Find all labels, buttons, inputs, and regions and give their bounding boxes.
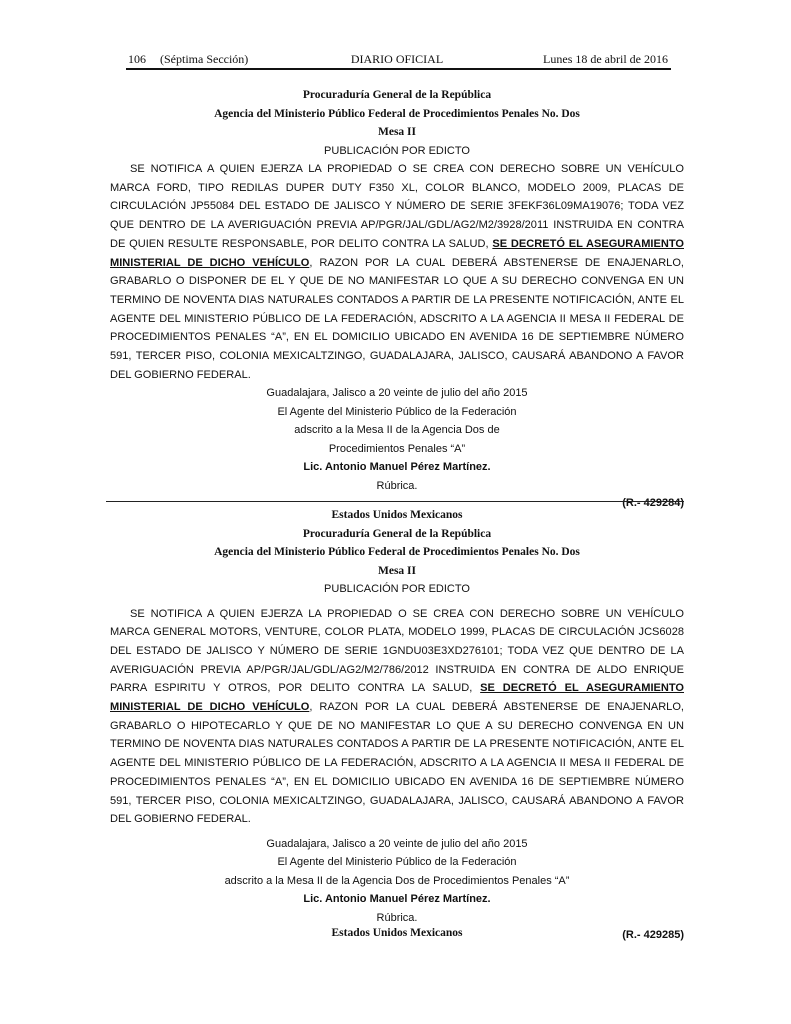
- notice-agency: Agencia del Ministerio Público Federal de Procedimientos Penales No. Dos: [214, 546, 580, 558]
- body-text-end: , RAZON POR LA CUAL DEBERÁ ABSTENERSE DE ENAJENARLO, GRABARLO O HIPOTECARLO Y QUE DE NO MANIFESTAR LO QUE A SU DERECHO CONVENGA EN UN TERMINO DE NOVENTA DIAS NATURALES CONTADOS A PARTIR DE LA PRESENTE NOTIFICACIÓN, ANTE EL AGENTE DEL MINISTERIO PÚBLICO DE LA FEDERACIÓN, ADSCRITO A LA AGENCIA II MESA II FEDERAL DE PROCEDIMIENTOS PENALES “A”, EN EL DOMICILIO UBICADO EN AVENIDA 16 DE SEPTIEMBRE NÚMERO 591, TERCER PISO, COLONIA MEXICALTZINGO, GUADALAJARA, JALISCO, CAUSARÁ ABANDONO A FAVOR DEL GOBIERNO FEDERAL.: [110, 701, 684, 826]
- signature-rubrica: Rúbrica.: [376, 911, 418, 924]
- next-notice: [110, 924, 684, 943]
- notice-body: [110, 160, 684, 384]
- signatory-name: Lic. Antonio Manuel Pérez Martínez.: [303, 893, 491, 906]
- notice-2: [110, 506, 684, 943]
- notice-reference: (R.- 429284): [622, 497, 684, 510]
- page-header: [110, 52, 684, 68]
- signature-line: adscrito a la Mesa II de la Agencia Dos de Procedimientos Penales “A”: [224, 874, 570, 887]
- signature-block: [110, 835, 684, 928]
- notice-desk: Mesa II: [377, 564, 416, 577]
- notice-institution: Procuraduría General de la República: [302, 527, 492, 540]
- signature-block: [110, 384, 684, 495]
- notice-body: [110, 605, 684, 829]
- notice-1: [110, 86, 684, 511]
- section-label: (Séptima Sección): [160, 52, 249, 66]
- body-text-end: , RAZON POR LA CUAL DEBERÁ ABSTENERSE DE ENAJENARLO, GRABARLO O DISPONER DE EL Y QUE DE NO MANIFESTAR LO QUE A SU DERECHO CONVENGA EN UN TERMINO DE NOVENTA DIAS NATURALES CONTADOS A PARTIR DE LA PRESENTE NOTIFICACIÓN, ANTE EL AGENTE DEL MINISTERIO PÚBLICO DE LA FEDERACIÓN, ADSCRITO A LA AGENCIA II MESA II FEDERAL DE PROCEDIMIENTOS PENALES “A”, EN EL DOMICILIO UBICADO EN AVENIDA 16 DE SEPTIEMBRE NÚMERO 591, TERCER PISO, COLONIA MEXICALTZINGO, GUADALAJARA, JALISCO, CAUSARÁ ABANDONO A FAVOR DEL GOBIERNO FEDERAL.: [110, 256, 684, 381]
- body-emphasis: SE DECRETÓ EL ASEGURAMIENTO MINISTERIAL DE DICHO VEHÍCULO: [110, 237, 684, 269]
- notice-country: Estados Unidos Mexicanos: [331, 509, 463, 521]
- notice-institution: Procuraduría General de la República: [302, 89, 492, 101]
- body-emphasis: SE DECRETÓ EL ASEGURAMIENTO MINISTERIAL DE DICHO VEHÍCULO: [110, 682, 684, 714]
- signatory-name: Lic. Antonio Manuel Pérez Martínez.: [303, 461, 491, 474]
- signature-line: El Agente del Ministerio Público de la Federación: [277, 405, 517, 418]
- body-text: SE NOTIFICA A QUIEN EJERZA LA PROPIEDAD O SE CREA CON DERECHO SOBRE UN VEHÍCULO MARCA GENERAL MOTORS, VENTURE, COLOR PLATA, MODELO 1999, PLACAS DE CIRCULACIÓN JCS6028 DEL ESTADO DE JALISCO Y NÚMERO DE SERIE 1GNDU03E3XD276101; TODA VEZ QUE DENTRO DE LA AVERIGUACIÓN PREVIA AP/PGR/JAL/GDL/AG2/M2/786/2012 INSTRUIDA EN CONTRA DE ALDO ENRIQUE PARRA ESPIRITU Y OTROS, POR DELITO CONTRA LA SALUD,: [110, 607, 684, 695]
- notice-desk: Mesa II: [377, 126, 416, 138]
- signature-line: Procedimientos Penales “A”: [328, 442, 466, 455]
- header-rule: [126, 68, 671, 70]
- body-text: SE NOTIFICA A QUIEN EJERZA LA PROPIEDAD O SE CREA CON DERECHO SOBRE UN VEHÍCULO MARCA FORD, TIPO REDILAS DUPER DUTY F350 XL, COLOR BLANCO, MODELO 2009, PLACAS DE CIRCULACIÓN JP55084 DEL ESTADO DE JALISCO Y NÚMERO DE SERIE 3FEKF36L09MA19076; TODA VEZ QUE DENTRO DE LA AVERIGUACIÓN PREVIA AP/PGR/JAL/GDL/AG2/M2/3928/2011 INSTRUIDA EN CONTRA DE QUIEN RESULTE RESPONSABLE, POR DELITO CONTRA LA SALUD,: [110, 163, 684, 250]
- notice-reference: (R.- 429285): [622, 929, 684, 942]
- publication-date: Lunes 18 de abril de 2016: [543, 52, 668, 66]
- notice-agency: Agencia del Ministerio Público Federal de Procedimientos Penales No. Dos: [214, 107, 580, 120]
- signature-line: El Agente del Ministerio Público de la Federación: [277, 856, 517, 869]
- notice-separator: [106, 501, 684, 502]
- page-number: 106: [128, 52, 146, 66]
- notice-title: PUBLICACIÓN POR EDICTO: [324, 583, 470, 595]
- signature-line: adscrito a la Mesa II de la Agencia Dos de: [294, 424, 500, 437]
- signature-place-date: Guadalajara, Jalisco a 20 veinte de julio del año 2015: [266, 837, 528, 850]
- next-notice-heading: Estados Unidos Mexicanos: [331, 927, 463, 939]
- notice-title: PUBLICACIÓN POR EDICTO: [324, 144, 470, 157]
- signature-place-date: Guadalajara, Jalisco a 20 veinte de julio del año 2015: [266, 387, 528, 400]
- signature-rubrica: Rúbrica.: [376, 479, 418, 492]
- publication-name: DIARIO OFICIAL: [350, 52, 444, 66]
